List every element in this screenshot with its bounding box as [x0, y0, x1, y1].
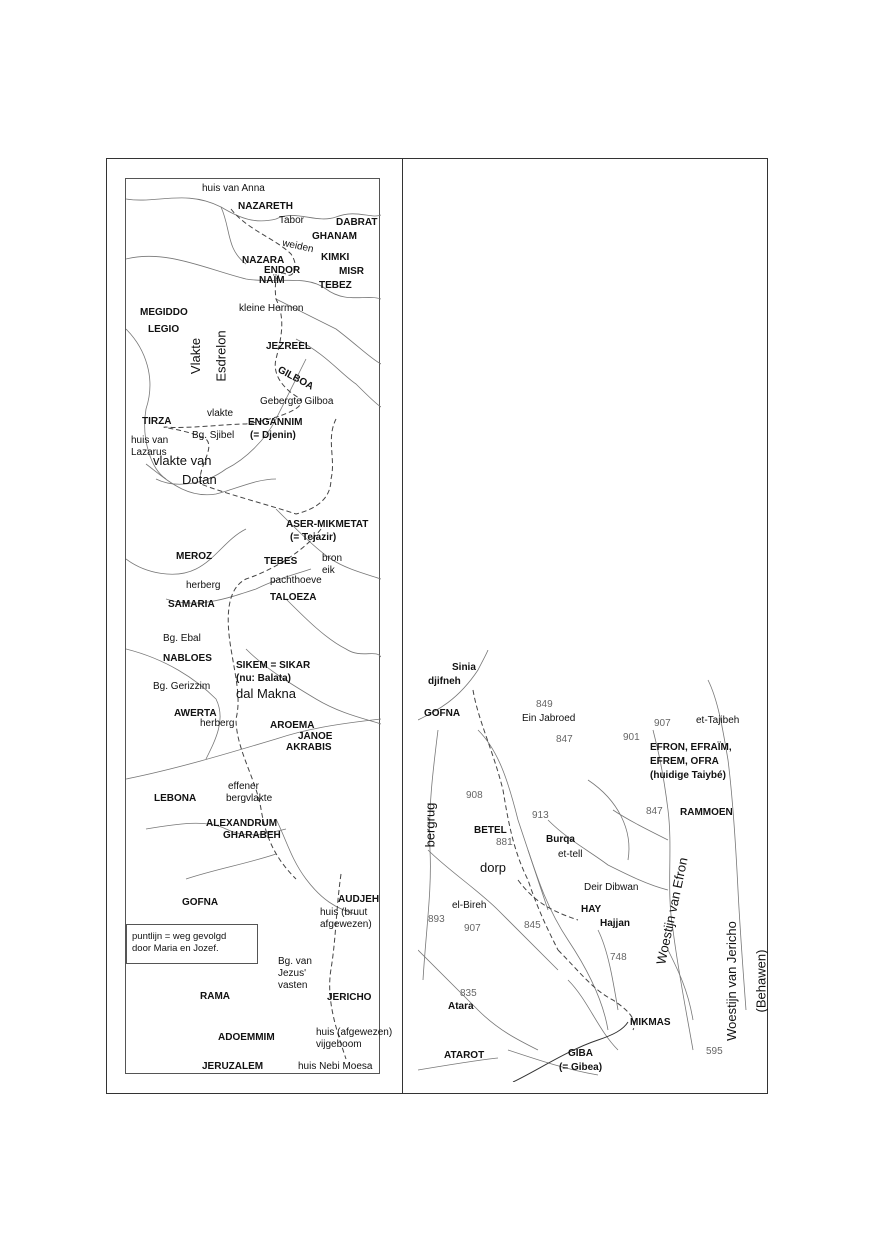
elevation-893: 893	[428, 914, 445, 925]
label-aroema: AROEMA	[270, 720, 315, 731]
contour-line	[528, 850, 608, 1030]
label-esdrelon: Esdrelon	[213, 330, 229, 382]
label-jezreel: JEZREEL	[266, 341, 312, 352]
contour-line	[668, 950, 693, 1020]
label-tebez: TEBEZ	[319, 280, 352, 291]
label-lebona: LEBONA	[154, 793, 197, 804]
label-rama: RAMA	[200, 991, 230, 1002]
elevation-849: 849	[536, 699, 553, 710]
label-taiybe: (huidige Taiybé)	[650, 770, 726, 781]
label-sikem: SIKEM = SIKAR	[236, 660, 311, 671]
label-dal-makna: dal Makna	[236, 686, 296, 701]
map-legend	[126, 924, 258, 964]
contour-line	[598, 930, 618, 1010]
label-gilboa: GILBOA	[275, 364, 316, 393]
label-bergvlakte: bergvlakte	[226, 793, 273, 804]
label-atarot: ATAROT	[444, 1050, 485, 1061]
elevation-847a: 847	[556, 734, 573, 745]
legend-line-2: door Maria en Jozef.	[132, 943, 219, 954]
label-mikmas: MIKMAS	[630, 1017, 671, 1028]
panel-divider	[402, 158, 403, 1094]
label-huis-afgewezen: huis (afgewezen)	[316, 1027, 393, 1038]
label-taloeza: TALOEZA	[270, 592, 317, 603]
label-megiddo: MEGIDDO	[140, 307, 188, 318]
label-endor: ENDOR	[264, 265, 301, 276]
label-gibea: (= Gibea)	[559, 1062, 603, 1073]
label-afgewezen-1: afgewezen)	[320, 919, 372, 930]
label-nazareth: NAZARETH	[238, 201, 293, 212]
label-gofna: GOFNA	[182, 897, 219, 908]
label-ein-jabroed: Ein Jabroed	[522, 713, 576, 724]
label-bergrug: bergrug	[422, 802, 438, 848]
label-dorp: dorp	[480, 860, 507, 875]
label-ghanam: GHANAM	[312, 231, 357, 242]
label-dabrat: DABRAT	[336, 217, 378, 228]
contour-line	[126, 198, 246, 264]
contour-line	[126, 649, 220, 759]
label-hajjan: Hajjan	[600, 918, 631, 929]
label-efron: EFRON, EFRAÏM,	[650, 742, 732, 753]
label-balata: (nu: Balata)	[236, 673, 291, 684]
label-bron: bron	[322, 553, 343, 564]
label-vlakte: Vlakte	[188, 337, 204, 375]
label-herberg-2: herberg	[200, 718, 235, 729]
label-kimki: KIMKI	[321, 252, 350, 263]
label-engannim: ENGANNIM	[248, 417, 303, 428]
label-janoe: JANOE	[298, 731, 333, 742]
label-vlakte-small: vlakte	[207, 408, 234, 419]
label-deir-dibwan: Deir Dibwan	[584, 882, 639, 893]
label-giba: GIBA	[568, 1048, 593, 1059]
label-tirza: TIRZA	[142, 416, 172, 427]
elevation-901: 901	[623, 732, 640, 743]
label-dotan: Dotan	[182, 472, 217, 487]
label-huis-bruut: huis (bruut	[320, 907, 368, 918]
contour-line	[568, 980, 618, 1050]
elevation-907a: 907	[654, 718, 671, 729]
label-vijgeboom: vijgeboom	[316, 1039, 362, 1050]
elevation-595: 595	[706, 1046, 723, 1057]
label-jeruzalem: JERUZALEM	[202, 1061, 264, 1072]
label-burqa: Burqa	[546, 834, 575, 845]
label-behawen: (Behawen)	[753, 949, 769, 1013]
label-gharabeh: GHARABEH	[223, 830, 281, 841]
label-sinia: Sinia	[452, 662, 476, 673]
label-djifneh: djifneh	[428, 676, 461, 687]
elevation-908: 908	[466, 790, 483, 801]
legend-line-1: puntlijn = weg gevolgd	[132, 931, 227, 942]
label-pachthoeve: pachthoeve	[270, 575, 322, 586]
label-legio: LEGIO	[148, 324, 180, 335]
label-gofna-right: GOFNA	[424, 708, 461, 719]
label-alexandrum: ALEXANDRUM	[206, 818, 278, 829]
elevation-907b: 907	[464, 923, 481, 934]
label-huis-anna: huis van Anna	[202, 183, 265, 194]
label-woestijn-jericho: Woestijn van Jericho	[723, 921, 739, 1041]
contour-line	[126, 719, 381, 779]
label-betel: BETEL	[474, 825, 507, 836]
elevation-748: 748	[610, 952, 627, 963]
contour-line	[418, 950, 538, 1050]
label-el-bireh: el-Bireh	[452, 900, 487, 911]
label-efrem: EFREM, OFRA	[650, 756, 719, 767]
label-bg-gerizzim: Bg. Gerizzim	[153, 681, 211, 692]
label-rammoen: RAMMOEN	[680, 807, 733, 818]
label-hay: HAY	[581, 904, 602, 915]
elevation-913: 913	[532, 810, 549, 821]
label-vlakte-van: vlakte van	[153, 453, 212, 468]
label-effener: effener	[228, 781, 259, 792]
elevation-847b: 847	[646, 806, 663, 817]
route-dashed	[518, 880, 578, 920]
label-vasten: vasten	[278, 980, 308, 991]
contour-line	[286, 599, 381, 657]
label-nabloes: NABLOES	[163, 653, 212, 664]
label-tebes: TEBES	[264, 556, 298, 567]
label-naim: NAÏM	[259, 275, 285, 286]
label-jericho: JERICHO	[327, 992, 372, 1003]
label-eik: eik	[322, 565, 335, 576]
label-huis-nebi: huis Nebi Moesa	[298, 1061, 373, 1072]
label-bg-van: Bg. van	[278, 956, 312, 967]
label-lazarus: Lazarus	[131, 447, 167, 458]
label-akrabis: AKRABIS	[286, 742, 332, 753]
label-adoemmim: ADOEMMIM	[218, 1032, 275, 1043]
label-gebergte-gilboa: Gebergte Gilboa	[260, 396, 334, 407]
elevation-835: 835	[460, 988, 477, 999]
label-herberg-1: herberg	[186, 580, 221, 591]
label-audjeh: AUDJEH	[338, 894, 380, 905]
label-nazara: NAZARA	[242, 255, 285, 266]
label-meroz: MEROZ	[176, 551, 213, 562]
contour-line	[186, 854, 276, 879]
label-aser-mikmetat: ASER-MIKMETAT	[286, 519, 369, 530]
label-huis-van: huis van	[131, 435, 169, 446]
label-bg-sjibel: Bg. Sjibel	[192, 430, 235, 441]
label-tabor: Tabor	[279, 215, 305, 226]
label-kleine-hermon: kleine Hermon	[239, 303, 304, 314]
label-et-tell: et-tell	[558, 849, 583, 860]
right-map-panel	[418, 650, 769, 1082]
label-jezus: Jezus'	[278, 968, 307, 979]
label-woestijn-efron: Woestijn van Efron	[653, 856, 691, 966]
label-samaria: SAMARIA	[168, 599, 215, 610]
elevation-845: 845	[524, 920, 541, 931]
contour-line	[423, 730, 438, 980]
label-atara: Atara	[448, 1001, 474, 1012]
elevation-881: 881	[496, 837, 513, 848]
label-misr: MISR	[339, 266, 364, 277]
label-bg-ebal: Bg. Ebal	[163, 633, 201, 644]
label-et-tajibeh: et-Tajibeh	[696, 715, 740, 726]
label-weiden: weiden	[281, 237, 315, 256]
label-awerta: AWERTA	[174, 708, 217, 719]
label-tejazir: (= Tejazir)	[290, 532, 337, 543]
label-djenin: (= Djenin)	[250, 430, 296, 441]
contour-line	[588, 780, 629, 860]
